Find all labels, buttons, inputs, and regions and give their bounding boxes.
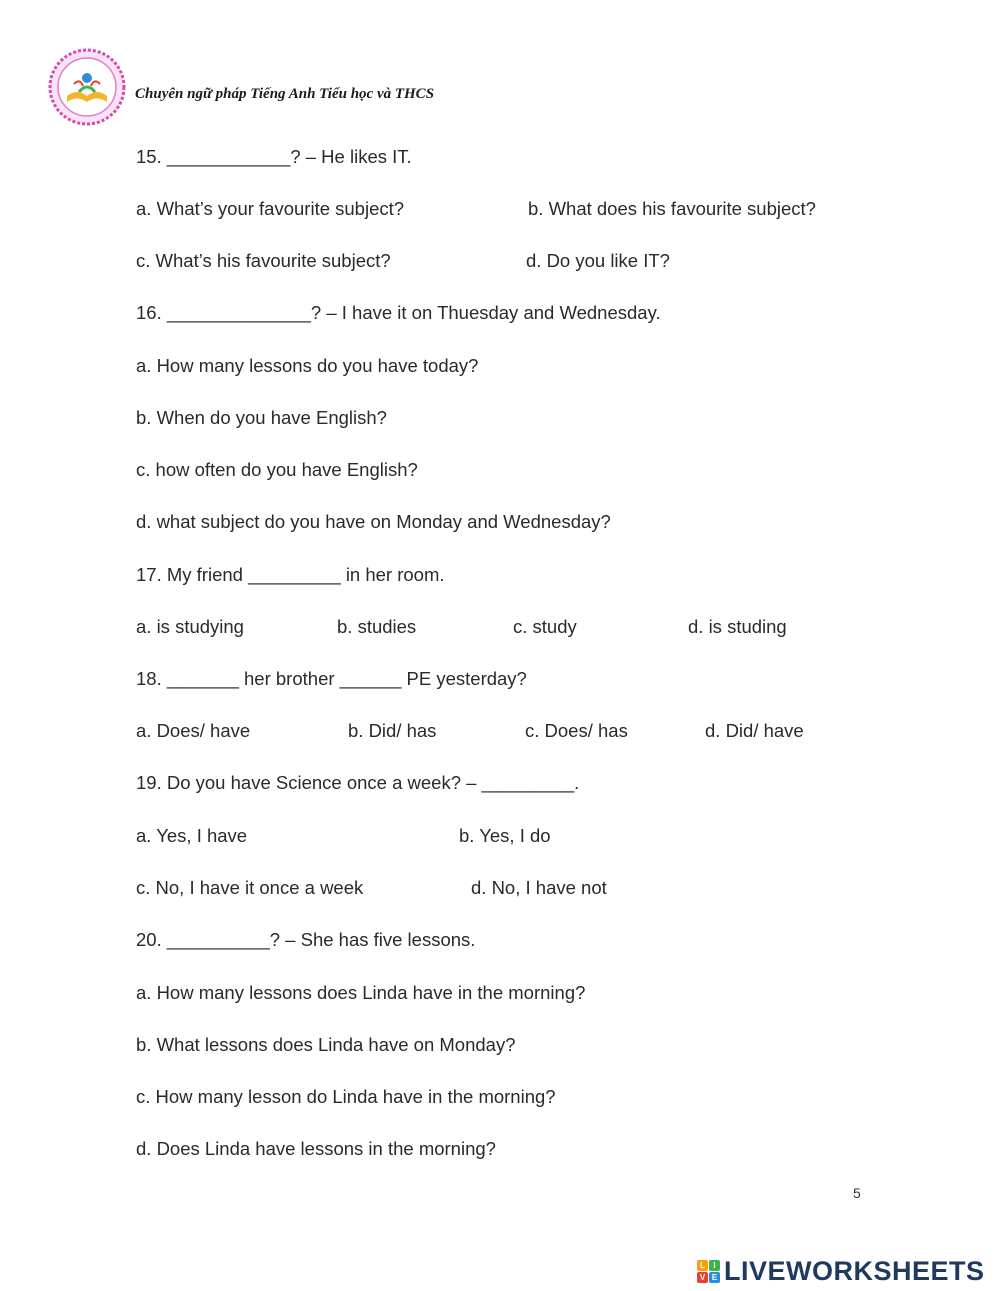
question-17-stem: 17. My friend _________ in her room.	[136, 564, 445, 585]
question-20-option-b[interactable]: b. What lessons does Linda have on Monday?	[136, 1034, 516, 1055]
page-number: 5	[853, 1185, 861, 1201]
question-18-option-c[interactable]: c. Does/ has	[525, 720, 628, 741]
question-20-option-d[interactable]: d. Does Linda have lessons in the morning?	[136, 1138, 496, 1159]
brand-mark-letter: V	[697, 1272, 708, 1283]
liveworksheets-logo-icon	[697, 1260, 720, 1283]
question-18-option-a[interactable]: a. Does/ have	[136, 720, 251, 741]
question-18-option-b[interactable]: b. Did/ has	[348, 720, 437, 741]
question-15-option-d[interactable]: d. Do you like IT?	[526, 250, 670, 271]
school-book-logo-icon	[47, 48, 127, 126]
question-19-option-c[interactable]: c. No, I have it once a week	[136, 877, 364, 898]
question-17-option-d[interactable]: d. is studing	[688, 616, 787, 637]
question-17-option-a[interactable]: a. is studying	[136, 616, 244, 637]
question-19-option-d[interactable]: d. No, I have not	[471, 877, 607, 898]
question-20-option-c[interactable]: c. How many lesson do Linda have in the morning?	[136, 1086, 556, 1107]
question-17-option-b[interactable]: b. studies	[337, 616, 417, 637]
question-15-option-a[interactable]: a. What’s your favourite subject?	[136, 198, 405, 219]
brand-mark-letter: E	[709, 1272, 720, 1283]
question-19-stem: 19. Do you have Science once a week? – _________.	[136, 772, 580, 793]
brand-mark-letter: L	[697, 1260, 708, 1271]
question-16-option-c[interactable]: c. how often do you have English?	[136, 459, 418, 480]
question-18-option-d[interactable]: d. Did/ have	[705, 720, 804, 741]
question-20-option-a[interactable]: a. How many lessons does Linda have in the morning?	[136, 982, 586, 1003]
header-title: Chuyên ngữ pháp Tiếng Anh Tiểu học và THCS	[135, 86, 435, 102]
question-16-option-b[interactable]: b. When do you have English?	[136, 407, 387, 428]
question-19-option-b[interactable]: b. Yes, I do	[459, 825, 551, 846]
brand-text: LIVEWORKSHEETS	[724, 1256, 985, 1286]
question-19-option-a[interactable]: a. Yes, I have	[136, 825, 248, 846]
question-20-stem: 20. __________? – She has five lessons.	[136, 929, 476, 950]
question-16-stem: 16. ______________? – I have it on Thuesday and Wednesday.	[136, 302, 661, 323]
question-15-option-b[interactable]: b. What does his favourite subject?	[528, 198, 816, 219]
liveworksheets-brand[interactable]	[697, 1254, 985, 1288]
question-17-option-c[interactable]: c. study	[513, 616, 577, 637]
question-16-option-d[interactable]: d. what subject do you have on Monday and Wednesday?	[136, 511, 611, 532]
question-15-stem: 15. ____________? – He likes IT.	[136, 146, 412, 167]
question-18-stem: 18. _______ her brother ______ PE yesterday?	[136, 668, 527, 689]
brand-mark-letter: I	[709, 1260, 720, 1271]
question-16-option-a[interactable]: a. How many lessons do you have today?	[136, 355, 479, 376]
question-15-option-c[interactable]: c. What’s his favourite subject?	[136, 250, 391, 271]
